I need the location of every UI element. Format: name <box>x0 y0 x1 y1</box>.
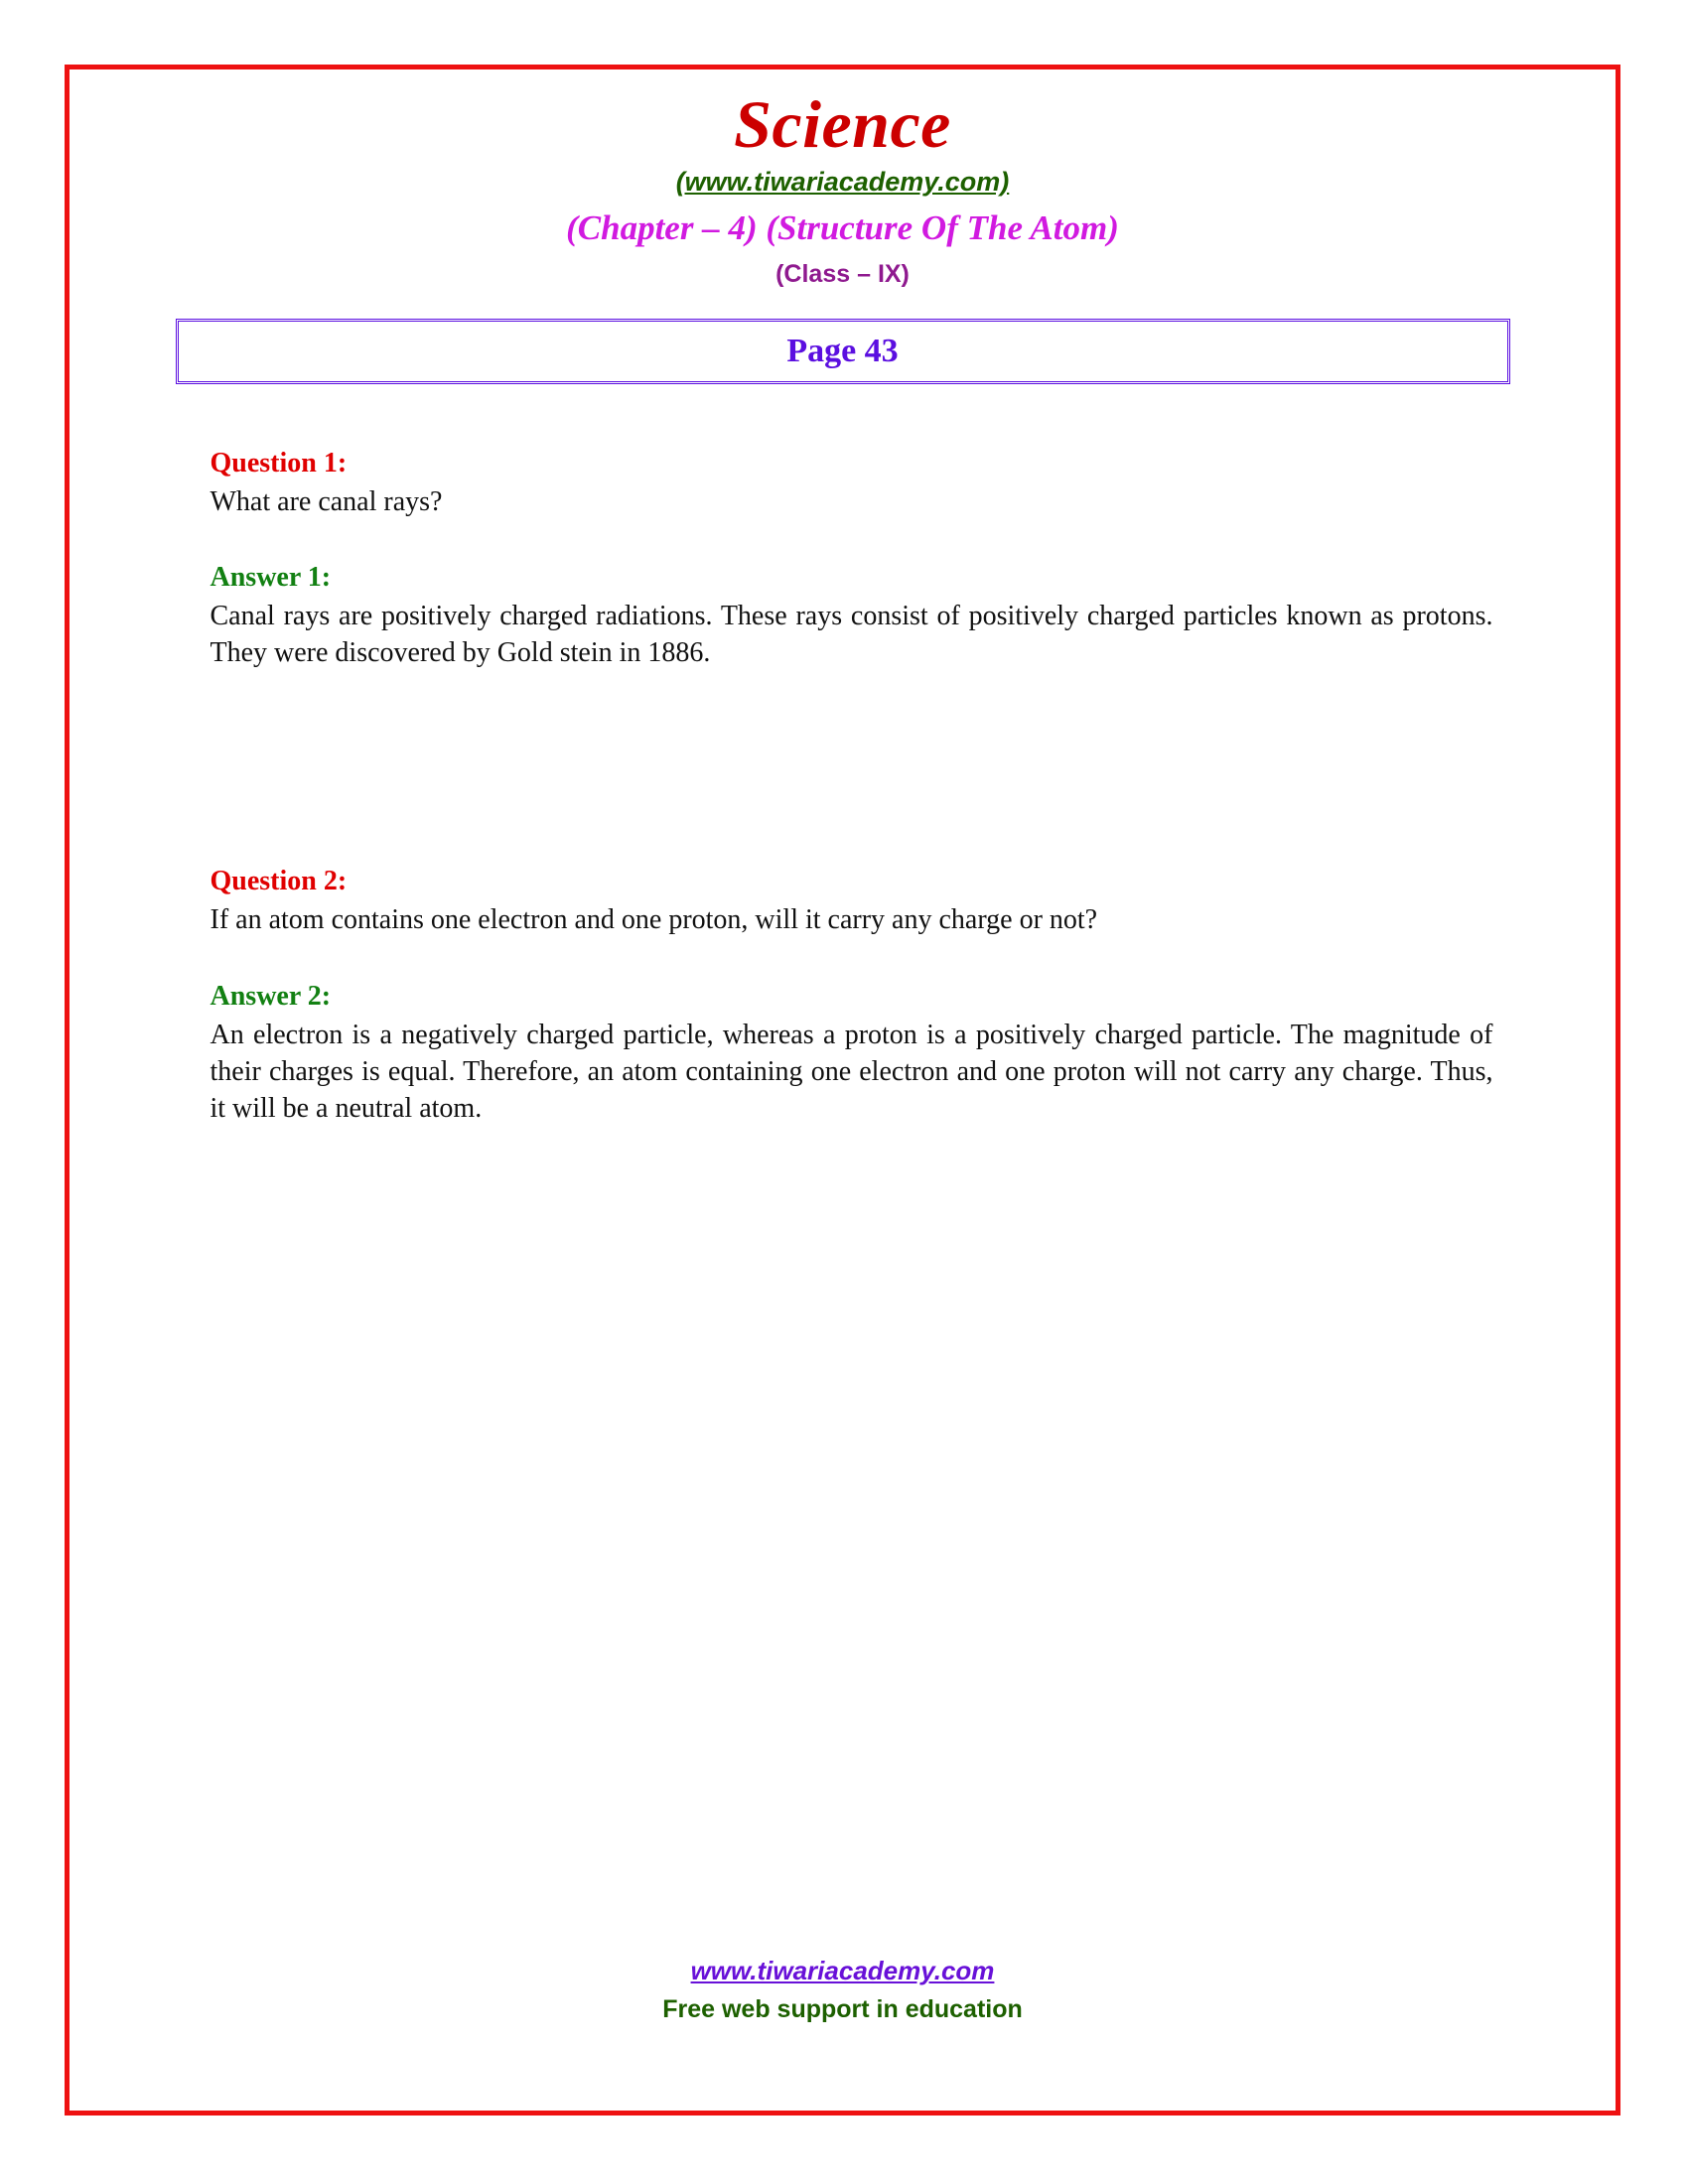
header-site-url-link[interactable]: (www.tiwariacademy.com) <box>675 167 1010 198</box>
question-2-label: Question 2: <box>210 866 348 897</box>
document-header <box>70 69 1616 289</box>
answer-2-label: Answer 2: <box>210 980 332 1012</box>
question-1-text: What are canal rays? <box>210 485 443 517</box>
question-1-label: Question 1: <box>210 447 348 478</box>
footer-tagline: Free web support in education <box>662 1994 1023 2023</box>
qa-section <box>193 384 1493 1128</box>
answer-2-block <box>211 939 1493 1128</box>
question-1-block <box>211 384 1493 520</box>
class-subtitle: (Class – IX) <box>775 259 910 288</box>
footer-site-url-link[interactable]: www.tiwariacademy.com <box>690 1956 995 1986</box>
page-number-box <box>176 319 1510 384</box>
answer-1-text: Canal rays are positively charged radiations. These rays consist of positively charged particles known as protons. They were discovered by Gold stein in 1886. <box>210 601 1493 669</box>
page-content <box>70 69 1616 2111</box>
question-2-block <box>211 671 1493 938</box>
chapter-subtitle: (Chapter – 4) (Structure Of The Atom) <box>566 207 1119 247</box>
document-footer <box>70 1955 1616 2025</box>
answer-1-block <box>211 520 1493 671</box>
question-2-text: If an atom contains one electron and one proton, will it carry any charge or not? <box>210 904 1098 936</box>
page-number-label: Page 43 <box>786 332 899 369</box>
answer-1-label: Answer 1: <box>210 562 332 594</box>
page-title: Science <box>734 86 951 162</box>
answer-2-text: An electron is a negatively charged particle, whereas a proton is a positively charged particle. The magnitude of their charges is equal. Therefore, an atom containing one electron and one proton will not carry any charge. Thus, it will be a neutral atom. <box>210 1019 1493 1125</box>
